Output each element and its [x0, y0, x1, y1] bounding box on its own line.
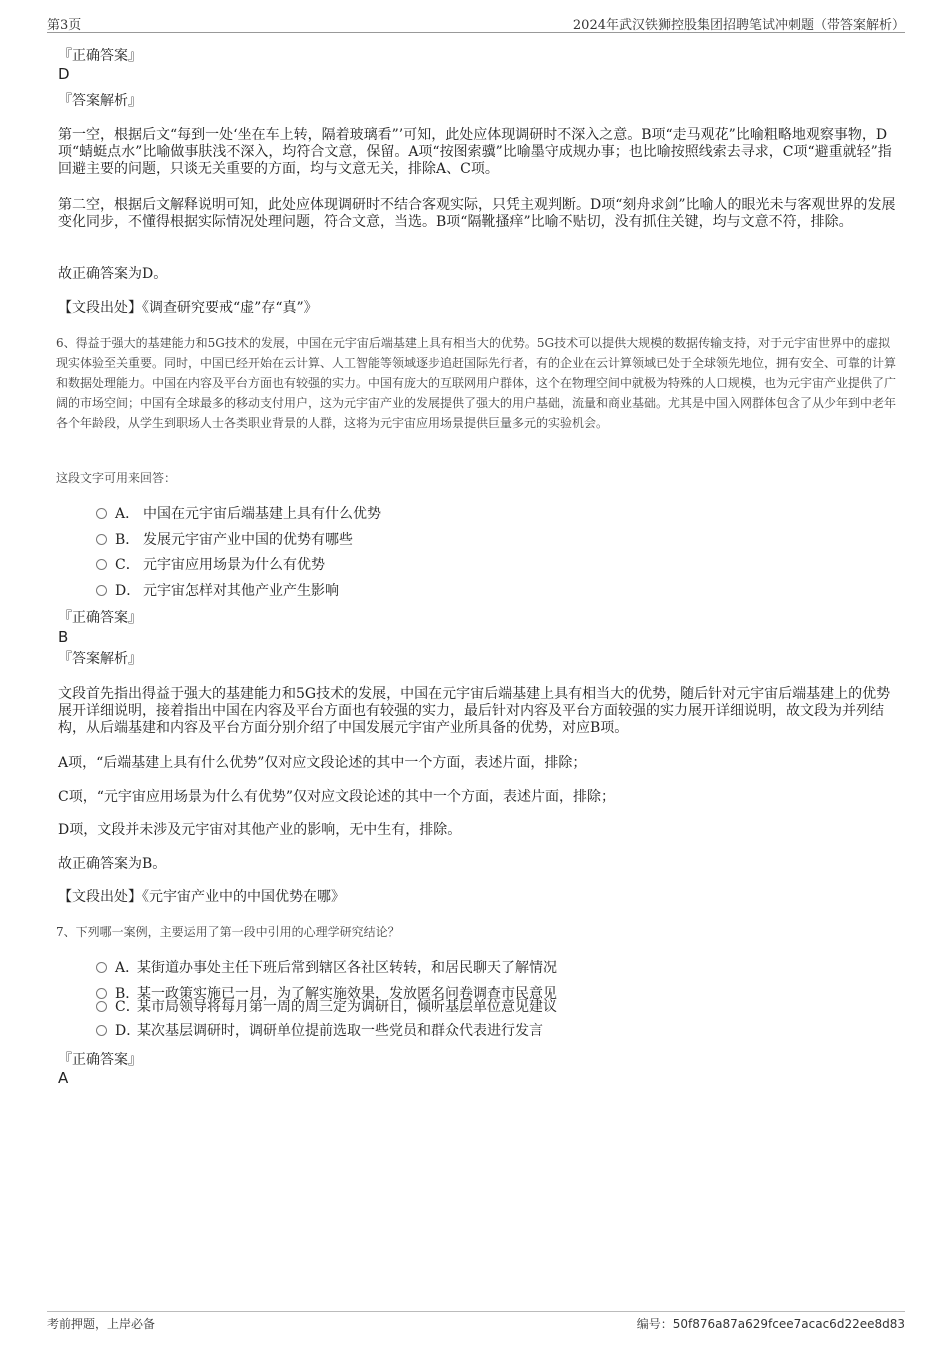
analysis-paragraph: 文段首先指出得益于强大的基建能力和5G技术的发展，中国在元宇宙后端基建上具有相当大的优势，随后针对元宇宙后端基建上的优势展开详细说明，接着指出中国在内容及平台方面也有较强的实力，最后针对内容及平台方面较强的实力展开详细说明，故文段为并列结构，从后端基建和内容及平台方面分别介绍了中国发展元宇宙产业所具备的优势，对应B项。 [58, 686, 891, 736]
answer-label: 『正确答案』 [58, 610, 142, 626]
analysis-paragraph: 第一空，根据后文“每到一处‘坐在车上转，隔着玻璃看”’可知，此处应体现调研时不深入之意。B项“走马观花”比喻粗略地观察事物，D项“蜻蜓点水”比喻做事肤浅不深入，均符合文意，保留。A项“按图索骥”比喻墨守成规办事；也比喻按照线索去寻求，C项“避重就轻”指回避主要的问题，只谈无关重要的方面，均与文意无关，排除A、C项。 [58, 127, 892, 177]
option-a[interactable]: A．某街道办事处主任下班后常到辖区各社区转转，和居民聊天了解情况 [96, 959, 557, 977]
analysis-paragraph: D项，文段并未涉及元宇宙对其他产业的影响，无中生有，排除。 [58, 822, 462, 838]
page-footer [47, 1311, 905, 1334]
question-prompt: 这段文字可用来回答： [56, 471, 177, 485]
source-citation: 【文段出处】《调查研究要戒“虚”存“真”》 [58, 300, 318, 316]
analysis-conclusion: 故正确答案为B。 [58, 856, 167, 872]
footer-slogan: 考前押题，上岸必备 [47, 1317, 156, 1331]
option-b[interactable]: B． 发展元宇宙产业中国的优势有哪些 [96, 531, 353, 549]
option-a[interactable]: A． 中国在元宇宙后端基建上具有什么优势 [96, 505, 381, 523]
analysis-paragraph: A项，“后端基建上具有什么优势”仅对应文段论述的其中一个方面，表述片面，排除； [58, 755, 587, 771]
answer-label: 『正确答案』 [58, 1052, 142, 1068]
page-header [47, 12, 905, 33]
answer-value: A [58, 1069, 69, 1087]
radio-icon[interactable] [96, 1025, 107, 1036]
source-citation: 【文段出处】《元宇宙产业中的中国优势在哪》 [58, 889, 345, 905]
document-title: 2024年武汉铁狮控股集团招聘笔试冲刺题（带答案解析） [572, 18, 905, 33]
question-stem: 7、下列哪一案例，主要运用了第一段中引用的心理学研究结论？ [56, 925, 400, 939]
analysis-label: 『答案解析』 [58, 93, 142, 109]
answer-value: B [58, 628, 69, 646]
option-d[interactable]: D． 元宇宙怎样对其他产业产生影响 [96, 582, 339, 600]
question-stem: 6、得益于强大的基建能力和5G技术的发展，中国在元宇宙后端基建上具有相当大的优势。5G技术可以提供大规模的数据传输支持，对于元宇宙世界中的虚拟现实体验至关重要。同时，中国已经开始在云计算、人工智能等领域逐步追赶国际先行者，有的企业在云计算领域已处于全球领先地位，拥有安全、可靠的计算和数据处理能力。中国在内容及平台方面也有较强的实力。中国有庞大的互联网用户群体，这个在物理空间中就极为特殊的人口规模，也为元宇宙产业提供了广阔的市场空间；中国有全球最多的移动支付用户，这为元宇宙产业的发展提供了强大的用户基础，流量和商业基础。尤其是中国入网群体包含了从少年到中老年各个年龄段，从学生到职场人士各类职业背景的人群，这将为元宇宙应用场景提供巨量多元的实验机会。 [56, 336, 897, 430]
radio-icon[interactable] [96, 962, 107, 973]
page-number: 第3页 [47, 18, 82, 33]
analysis-paragraph: 第二空，根据后文解释说明可知，此处应体现调研时不结合客观实际，只凭主观判断。D项“刻舟求剑”比喻人的眼光未与客观世界的发展变化同步，不懂得根据实际情况处理问题，符合文意，当选。B项“隔靴搔痒”比喻不贴切，没有抓住关键，均与文意不符，排除。 [58, 197, 896, 230]
radio-icon[interactable] [96, 559, 107, 570]
radio-icon[interactable] [96, 534, 107, 545]
answer-label: 『正确答案』 [58, 48, 142, 64]
analysis-paragraph: C项，“元宇宙应用场景为什么有优势”仅对应文段论述的其中一个方面，表述片面，排除； [58, 789, 616, 805]
analysis-label: 『答案解析』 [58, 651, 142, 667]
radio-icon[interactable] [96, 585, 107, 596]
answer-value: D [58, 65, 70, 83]
option-c[interactable]: C．某市局领导将每月第一周的周三定为调研日，倾听基层单位意见建议 [96, 998, 557, 1016]
option-b[interactable]: B．某一政策实施已一月，为了解实施效果，发放匿名问卷调查市民意见 [96, 985, 557, 1003]
radio-icon[interactable] [96, 508, 107, 519]
option-d[interactable]: D．某次基层调研时，调研单位提前选取一些党员和群众代表进行发言 [96, 1022, 543, 1040]
radio-icon[interactable] [96, 1001, 107, 1012]
radio-icon[interactable] [96, 988, 107, 999]
document-code: 编号：50f876a87a629fcee7acac6d22ee8d83 [636, 1317, 905, 1331]
option-c[interactable]: C． 元宇宙应用场景为什么有优势 [96, 556, 325, 574]
analysis-conclusion: 故正确答案为D。 [58, 266, 168, 282]
